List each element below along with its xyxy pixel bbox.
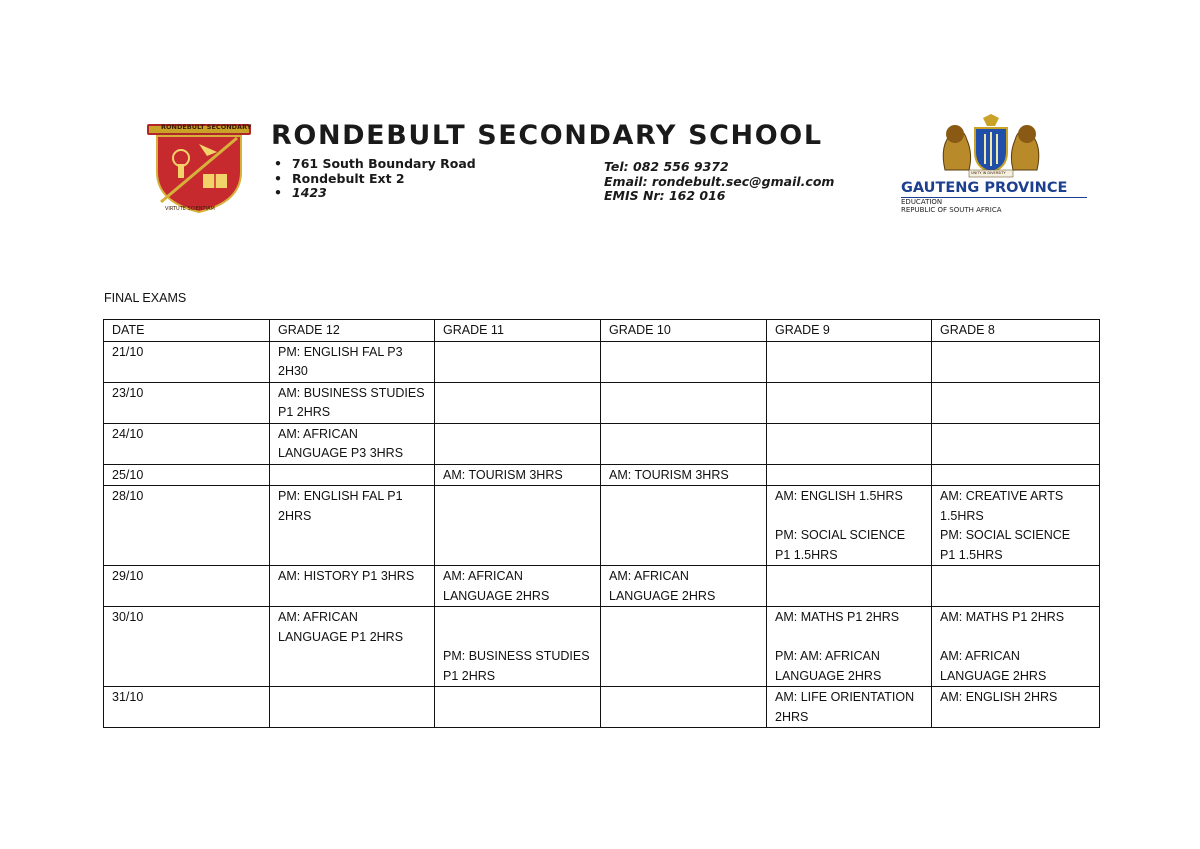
exam-date: 29/10 bbox=[112, 569, 144, 583]
exam-entry-line: AM: AFRICAN bbox=[609, 569, 689, 583]
gauteng-province-logo bbox=[891, 114, 1093, 214]
exam-entry-line bbox=[443, 608, 594, 628]
exam-entry-line: AM: AFRICAN bbox=[940, 649, 1020, 663]
exam-cell bbox=[435, 486, 601, 566]
column-header: GRADE 10 bbox=[601, 320, 767, 342]
province-title: GAUTENG PROVINCE bbox=[901, 180, 1068, 196]
exam-cell bbox=[932, 341, 1100, 382]
exam-cell bbox=[767, 382, 932, 423]
exam-cell bbox=[270, 566, 435, 607]
exam-cell bbox=[270, 486, 435, 566]
exam-entry-line: LANGUAGE 2HRS bbox=[940, 668, 1047, 683]
exam-cell bbox=[601, 341, 767, 382]
exam-cell bbox=[767, 687, 932, 728]
exam-cell bbox=[767, 607, 932, 687]
exam-cell bbox=[932, 486, 1100, 566]
exam-cell bbox=[270, 341, 435, 382]
exam-timetable bbox=[103, 319, 1100, 728]
exam-cell bbox=[270, 382, 435, 423]
exam-entry-line: AM: AFRICAN bbox=[278, 610, 358, 624]
exam-entry-line: AM: MATHS P1 2HRS bbox=[940, 610, 1065, 624]
exam-cell bbox=[767, 423, 932, 464]
column-header: GRADE 12 bbox=[270, 320, 435, 342]
exam-cell bbox=[932, 423, 1100, 464]
exam-entry-line bbox=[775, 628, 925, 648]
exam-cell bbox=[435, 607, 601, 687]
exam-entry-line: PM: ENGLISH FAL P3 bbox=[278, 344, 403, 359]
date-cell bbox=[104, 382, 270, 423]
exam-date: 31/10 bbox=[112, 690, 144, 704]
exam-entry-line: LANGUAGE P1 2HRS bbox=[278, 629, 404, 644]
exam-entry-line: AM: HISTORY P1 3HRS bbox=[278, 569, 415, 583]
province-department: EDUCATION bbox=[901, 198, 943, 206]
column-header: GRADE 11 bbox=[435, 320, 601, 342]
exam-cell bbox=[932, 687, 1100, 728]
exam-entry-line: 1.5HRS bbox=[940, 508, 984, 523]
province-country: REPUBLIC OF SOUTH AFRICA bbox=[901, 206, 1002, 214]
exam-cell bbox=[435, 464, 601, 486]
crest-motto-text: VIRTUTE SCIENTIAM bbox=[165, 206, 215, 212]
exam-entry-line: AM: ENGLISH 2HRS bbox=[940, 690, 1058, 704]
table-row bbox=[104, 464, 1100, 486]
exam-cell bbox=[601, 423, 767, 464]
exam-entry-line: PM: AM: AFRICAN bbox=[775, 649, 880, 663]
exam-cell bbox=[435, 687, 601, 728]
date-cell bbox=[104, 423, 270, 464]
exam-entry-line bbox=[775, 507, 925, 527]
exam-entry-line: AM: AFRICAN bbox=[278, 426, 358, 441]
exam-cell bbox=[601, 566, 767, 607]
date-cell bbox=[104, 341, 270, 382]
table-row bbox=[104, 486, 1100, 566]
document-heading: FINAL EXAMS bbox=[104, 291, 187, 305]
school-crest-logo bbox=[147, 122, 251, 214]
table-row bbox=[104, 566, 1100, 607]
table-row bbox=[104, 687, 1100, 728]
exam-cell bbox=[601, 687, 767, 728]
table-row bbox=[104, 382, 1100, 423]
table-row bbox=[104, 423, 1100, 464]
exam-entry-line: P1 2HRS bbox=[443, 668, 496, 683]
exam-cell bbox=[270, 687, 435, 728]
exam-entry-line: AM: AFRICAN bbox=[443, 569, 523, 583]
exam-date: 25/10 bbox=[112, 467, 144, 482]
date-cell bbox=[104, 687, 270, 728]
exam-entry-line: LANGUAGE 2HRS bbox=[609, 588, 716, 603]
letterhead bbox=[143, 114, 1093, 214]
table-row bbox=[104, 607, 1100, 687]
timetable-body bbox=[104, 341, 1100, 728]
exam-entry-line: PM: SOCIAL SCIENCE bbox=[940, 528, 1071, 542]
exam-entry-line bbox=[940, 628, 1093, 648]
exam-cell bbox=[767, 566, 932, 607]
exam-entry-line: LANGUAGE 2HRS bbox=[443, 588, 550, 603]
column-header: DATE bbox=[104, 320, 270, 342]
exam-entry-line: P1 1.5HRS bbox=[940, 547, 1003, 562]
school-address bbox=[274, 157, 476, 201]
school-name: RONDEBULT SECONDARY SCHOOL bbox=[271, 120, 823, 151]
address-line: • Rondebult Ext 2 bbox=[274, 170, 405, 186]
date-cell bbox=[104, 486, 270, 566]
table-row bbox=[104, 341, 1100, 382]
exam-entry-line: AM: BUSINESS STUDIES bbox=[278, 385, 425, 400]
exam-entry-line: LANGUAGE 2HRS bbox=[775, 668, 882, 683]
exam-entry-line: 2HRS bbox=[278, 508, 312, 523]
exam-entry-line: PM: SOCIAL SCIENCE bbox=[775, 528, 906, 542]
exam-cell bbox=[601, 486, 767, 566]
exam-date: 23/10 bbox=[112, 385, 144, 400]
column-header: GRADE 8 bbox=[932, 320, 1100, 342]
exam-cell bbox=[932, 464, 1100, 486]
email: Email: rondebult.sec@gmail.com bbox=[604, 173, 835, 189]
exam-entry-line: 2HRS bbox=[775, 709, 809, 724]
header-row bbox=[104, 320, 1100, 342]
exam-cell bbox=[270, 607, 435, 687]
address-line: • 1423 bbox=[274, 185, 327, 200]
exam-cell bbox=[270, 423, 435, 464]
coat-of-arms-icon bbox=[929, 114, 1053, 178]
exam-entry-line: AM: TOURISM 3HRS bbox=[443, 467, 563, 482]
exam-cell bbox=[601, 607, 767, 687]
exam-cell bbox=[601, 464, 767, 486]
exam-entry-line bbox=[443, 628, 594, 648]
exam-entry-line: 2H30 bbox=[278, 364, 308, 378]
exam-cell bbox=[601, 382, 767, 423]
exam-cell bbox=[767, 486, 932, 566]
telephone: Tel: 082 556 9372 bbox=[604, 159, 729, 174]
exam-date: 28/10 bbox=[112, 489, 144, 503]
exam-cell bbox=[932, 382, 1100, 423]
exam-entry-line: AM: LIFE ORIENTATION bbox=[775, 690, 915, 704]
exam-cell bbox=[435, 382, 601, 423]
exam-cell bbox=[932, 607, 1100, 687]
date-cell bbox=[104, 464, 270, 486]
column-header: GRADE 9 bbox=[767, 320, 932, 342]
emis-number: EMIS Nr: 162 016 bbox=[604, 188, 726, 203]
exam-entry-line: P1 1.5HRS bbox=[775, 547, 838, 562]
exam-cell bbox=[435, 341, 601, 382]
crest-banner-text: RONDEBULT SECONDARY bbox=[161, 123, 252, 131]
exam-cell bbox=[435, 423, 601, 464]
exam-entry-line: LANGUAGE P3 3HRS bbox=[278, 446, 404, 460]
exam-entry-line: AM: CREATIVE ARTS bbox=[940, 489, 1064, 503]
exam-entry-line: AM: MATHS P1 2HRS bbox=[775, 610, 900, 624]
exam-cell bbox=[932, 566, 1100, 607]
exam-date: 30/10 bbox=[112, 610, 144, 624]
date-cell bbox=[104, 566, 270, 607]
address-line: • 761 South Boundary Road bbox=[274, 156, 476, 171]
exam-entry-line: P1 2HRS bbox=[278, 405, 331, 419]
exam-entry-line: AM: ENGLISH 1.5HRS bbox=[775, 489, 903, 503]
exam-date: 24/10 bbox=[112, 426, 144, 441]
exam-cell bbox=[767, 341, 932, 382]
exam-cell bbox=[767, 464, 932, 486]
exam-entry-line: AM: TOURISM 3HRS bbox=[609, 467, 729, 482]
exam-cell bbox=[435, 566, 601, 607]
date-cell bbox=[104, 607, 270, 687]
school-contact bbox=[604, 160, 834, 204]
arms-motto-text: UNITY IN DIVERSITY bbox=[971, 171, 1006, 175]
exam-entry-line: PM: ENGLISH FAL P1 bbox=[278, 489, 403, 503]
exam-cell bbox=[270, 464, 435, 486]
exam-entry-line: PM: BUSINESS STUDIES bbox=[443, 649, 590, 663]
exam-date: 21/10 bbox=[112, 344, 144, 359]
